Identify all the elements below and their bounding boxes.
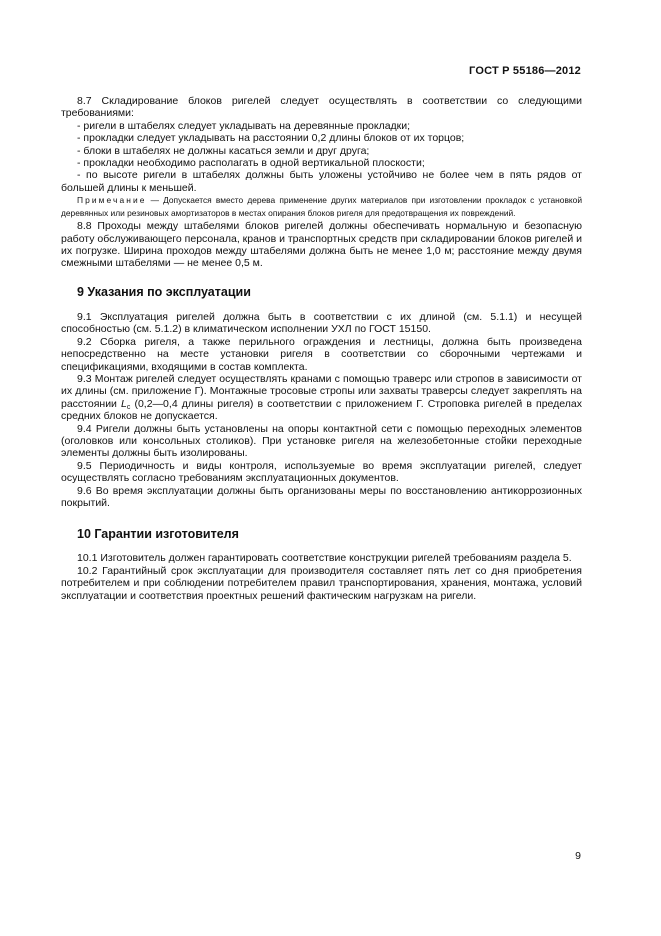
paragraph-9-3-part-b: (0,2—0,4 длины ригеля) в соответствии с приложением Г. Строповка ригелей в пределах средних блоков не допускается. [61, 397, 582, 423]
paragraph-9-3 [61, 373, 582, 423]
paragraph-9-1: 9.1 Эксплуатация ригелей должна быть в соответствии с их длиной (см. 5.1.1) и несущей способностью (см. 5.1.2) в климатическом исполнении УХЛ по ГОСТ 15150. [61, 310, 582, 336]
paragraph-10-2: 10.2 Гарантийный срок эксплуатации для производителя составляет пять лет со дня приобретения потребителем и при соблюдении потребителем правил транспортирования, хранения, монтажа, условий эксплуатации и соответствия проектных решений фактическим нагрузкам на ригели. [61, 564, 582, 602]
page-number: 9 [575, 850, 581, 862]
document-body [61, 95, 582, 602]
paragraph-9-6: 9.6 Во время эксплуатации должны быть организованы меры по восстановлению антикоррозионных покрытий. [61, 484, 582, 509]
document-code: ГОСТ Р 55186—2012 [469, 65, 581, 77]
length-symbol: L [121, 397, 127, 410]
paragraph-9-3-part-a: 9.3 Монтаж ригелей следует осуществлять кранами с помощью траверс или стропов в зависимости от их длины (см. приложение Г). Монтажные тросовые стропы или захваты траверсы следует закреплять на расстоянии [61, 372, 582, 410]
section-9-heading: 9 Указания по эксплуатации [77, 284, 251, 299]
paragraph-8-8: 8.8 Проходы между штабелями блоков ригелей должны обеспечивать нормальную и безопасную работу обслуживающего персонала, кранов и транспортных средств при складировании блоков ригелей и их погрузке. Ширина проходов между штабелями должна быть не менее 1,0 м; расстояние между двумя смежными штабелями — не менее 0,5 м. [61, 220, 582, 270]
list-item: - блоки в штабелях не должны касаться земли и друг друга; [77, 144, 370, 157]
list-item: - по высоте ригели в штабелях должны быть уложены устойчиво не более чем в пять рядов от большей длины к меньшей. [61, 169, 582, 194]
section-10-heading: 10 Гарантии изготовителя [77, 527, 239, 542]
paragraph-9-4: 9.4 Ригели должны быть установлены на опоры контактной сети с помощью переходных элементов (оголовков или консольных столиков). При установке ригеля на железобетонные стойки переходные элементы должны быть изолированы. [61, 422, 582, 460]
list-item: - ригели в штабелях следует укладывать на деревянные прокладки; [77, 119, 411, 132]
paragraph-10-1: 10.1 Изготовитель должен гарантировать соответствие конструкции ригелей требованиям раздела 5. [77, 552, 572, 565]
paragraph-9-5: 9.5 Периодичность и виды контроля, используемые во время эксплуатации ригелей, следует осуществлять согласно требованиям эксплуатационных документов. [61, 459, 582, 485]
list-item: - прокладки следует укладывать на расстоянии 0,2 длины блоков от их торцов; [77, 132, 465, 145]
note-text: — Допускается вместо дерева применение других материалов при изготовлении прокладок с установкой деревянных или резиновых амортизаторов в местах опирания блоков ригеля для предотвращения их повреждений. [61, 195, 582, 219]
length-subscript: c [126, 403, 131, 411]
note [61, 194, 582, 220]
note-label: Примечание [77, 195, 147, 206]
paragraph-8-7: 8.7 Складирование блоков ригелей следует осуществлять в соответствии со следующими требованиями: [61, 95, 582, 120]
list-item: - прокладки необходимо располагать в одной вертикальной плоскости; [77, 157, 425, 170]
paragraph-9-2: 9.2 Сборка ригеля, а также перильного ограждения и лестницы, должна быть произведена непосредственно на месте установки ригеля в соответствии со сборочными чертежами и спецификациями, входящими в состав комплекта. [61, 335, 582, 373]
